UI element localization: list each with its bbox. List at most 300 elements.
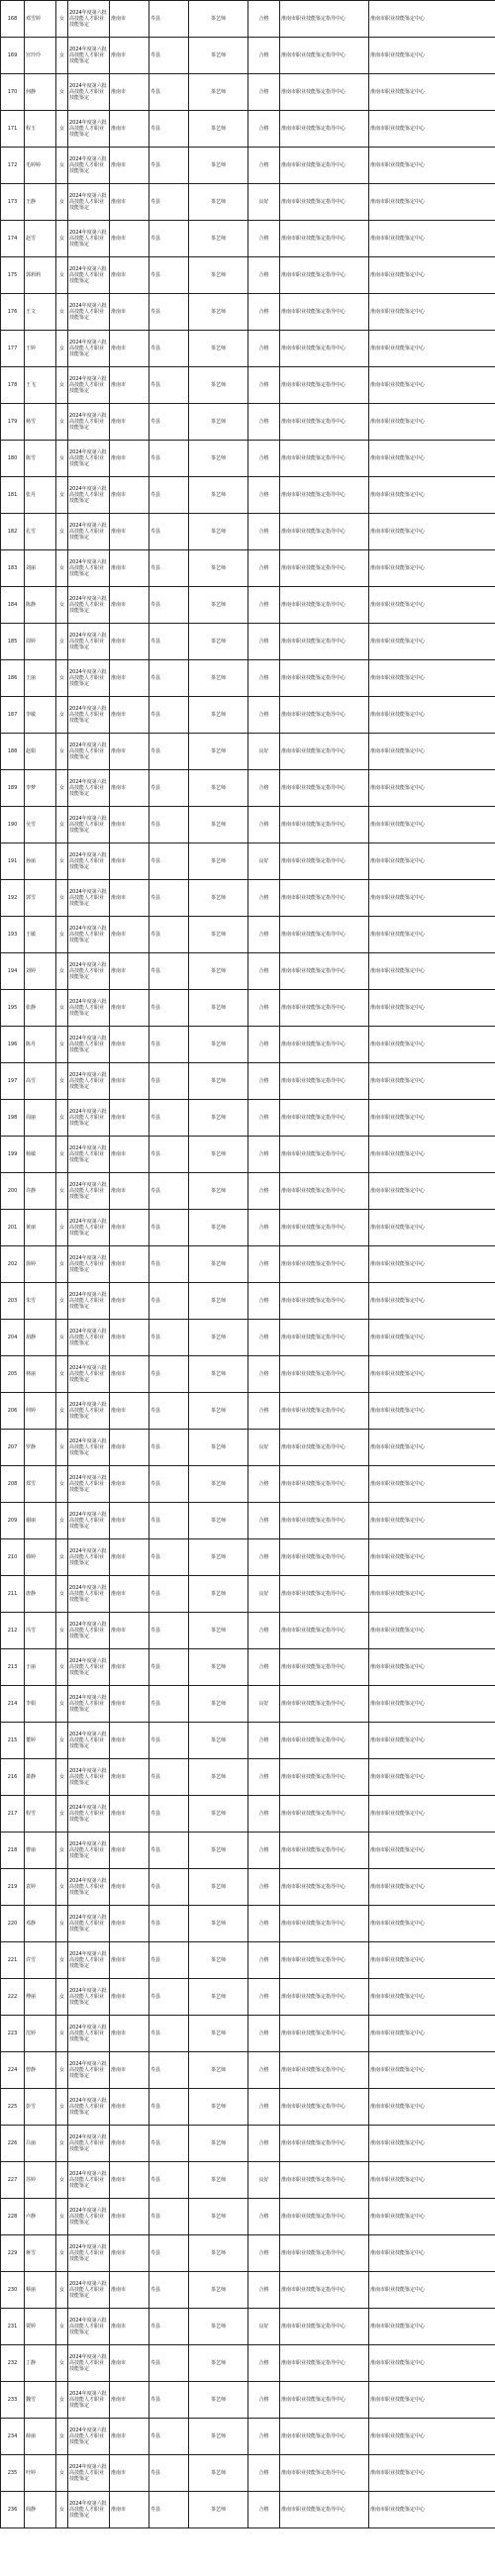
guidance-center-cell: 淮南市职业技能鉴定指导中心 [280,990,369,1027]
gender-cell: 女 [56,367,68,404]
row-number-cell: 197 [1,1063,25,1100]
result-cell: 合格 [248,1393,280,1430]
result-cell: 合格 [248,441,280,477]
city-cell: 淮南市 [110,1246,149,1283]
occupation-cell: 茶艺师 [189,1869,248,1906]
result-cell: 合格 [248,1137,280,1173]
county-cell: 寿县 [149,660,189,697]
gender-cell: 女 [56,2382,68,2419]
occupation-cell: 茶艺师 [189,2052,248,2089]
row-number-cell: 181 [1,477,25,514]
batch-cell: 2024年度第六批高技能人才职业技能鉴定 [68,1430,110,1466]
batch-cell: 2024年度第六批高技能人才职业技能鉴定 [68,221,110,257]
gender-cell: 女 [56,807,68,843]
appraisal-center-cell: 淮南市职业技能鉴定中心 [369,843,495,880]
row-number-cell: 204 [1,1320,25,1356]
guidance-center-cell: 淮南市职业技能鉴定指导中心 [280,880,369,917]
result-cell: 合格 [248,660,280,697]
city-cell: 淮南市 [110,1576,149,1613]
gender-cell: 女 [56,74,68,111]
appraisal-center-cell: 淮南市职业技能鉴定中心 [369,38,495,74]
gender-cell: 女 [56,1576,68,1613]
appraisal-center-cell: 淮南市职业技能鉴定中心 [369,441,495,477]
table-row [1,1137,495,1173]
occupation-cell: 茶艺师 [189,1027,248,1063]
occupation-cell: 茶艺师 [189,111,248,148]
batch-cell: 2024年度第六批高技能人才职业技能鉴定 [68,1466,110,1503]
county-cell: 寿县 [149,2016,189,2052]
city-cell: 淮南市 [110,257,149,294]
occupation-cell: 茶艺师 [189,221,248,257]
name-cell: 郭莉莉 [25,257,56,294]
guidance-center-cell: 淮南市职业技能鉴定指导中心 [280,2162,369,2199]
appraisal-center-cell: 淮南市职业技能鉴定中心 [369,1869,495,1906]
guidance-center-cell: 淮南市职业技能鉴定指导中心 [280,1430,369,1466]
row-number-cell: 234 [1,2419,25,2455]
batch-cell: 2024年度第六批高技能人才职业技能鉴定 [68,441,110,477]
row-number-cell: 189 [1,770,25,807]
name-cell: 吕丽 [25,2126,56,2162]
table-row [1,1466,495,1503]
occupation-cell: 茶艺师 [189,1613,248,1649]
guidance-center-cell: 淮南市职业技能鉴定指导中心 [280,1466,369,1503]
appraisal-center-cell: 淮南市职业技能鉴定中心 [369,550,495,587]
batch-cell: 2024年度第六批高技能人才职业技能鉴定 [68,697,110,734]
occupation-cell: 茶艺师 [189,148,248,184]
guidance-center-cell: 淮南市职业技能鉴定指导中心 [280,2455,369,2492]
batch-cell: 2024年度第六批高技能人才职业技能鉴定 [68,2455,110,2492]
batch-cell: 2024年度第六批高技能人才职业技能鉴定 [68,1,110,38]
table-row [1,1796,495,1833]
table-row [1,2235,495,2272]
county-cell: 寿县 [149,1723,189,1759]
occupation-cell: 茶艺师 [189,917,248,953]
batch-cell: 2024年度第六批高技能人才职业技能鉴定 [68,1613,110,1649]
result-cell: 合格 [248,917,280,953]
row-number-cell: 206 [1,1393,25,1430]
guidance-center-cell: 淮南市职业技能鉴定指导中心 [280,1686,369,1723]
occupation-cell: 茶艺师 [189,807,248,843]
gender-cell: 女 [56,441,68,477]
batch-cell: 2024年度第六批高技能人才职业技能鉴定 [68,2309,110,2345]
table-row [1,221,495,257]
table-row [1,2309,495,2345]
gender-cell: 女 [56,1356,68,1393]
guidance-center-cell: 淮南市职业技能鉴定指导中心 [280,257,369,294]
result-cell: 合格 [248,880,280,917]
appraisal-center-cell: 淮南市职业技能鉴定中心 [369,74,495,111]
occupation-cell: 茶艺师 [189,1759,248,1796]
appraisal-center-cell: 淮南市职业技能鉴定中心 [369,1466,495,1503]
appraisal-center-cell: 淮南市职业技能鉴定中心 [369,1613,495,1649]
occupation-cell: 茶艺师 [189,1723,248,1759]
appraisal-center-cell: 淮南市职业技能鉴定中心 [369,1759,495,1796]
appraisal-center-cell: 淮南市职业技能鉴定中心 [369,1430,495,1466]
guidance-center-cell: 淮南市职业技能鉴定指导中心 [280,294,369,331]
name-cell: 陈丹 [25,1027,56,1063]
county-cell: 寿县 [149,294,189,331]
guidance-center-cell: 淮南市职业技能鉴定指导中心 [280,770,369,807]
gender-cell: 女 [56,2016,68,2052]
row-number-cell: 210 [1,1539,25,1576]
batch-cell: 2024年度第六批高技能人才职业技能鉴定 [68,184,110,221]
appraisal-center-cell: 淮南市职业技能鉴定中心 [369,1723,495,1759]
city-cell: 淮南市 [110,148,149,184]
batch-cell: 2024年度第六批高技能人才职业技能鉴定 [68,1942,110,1979]
name-cell: 罗静 [25,1430,56,1466]
guidance-center-cell: 淮南市职业技能鉴定指导中心 [280,1246,369,1283]
name-cell: 王文 [25,294,56,331]
row-number-cell: 230 [1,2272,25,2309]
result-cell: 合格 [248,1833,280,1869]
city-cell: 淮南市 [110,697,149,734]
table-row [1,1393,495,1430]
occupation-cell: 茶艺师 [189,257,248,294]
name-cell: 毛婷婷 [25,148,56,184]
batch-cell: 2024年度第六批高技能人才职业技能鉴定 [68,1503,110,1539]
row-number-cell: 222 [1,1979,25,2016]
county-cell: 寿县 [149,1320,189,1356]
occupation-cell: 茶艺师 [189,2199,248,2235]
guidance-center-cell: 淮南市职业技能鉴定指导中心 [280,2345,369,2382]
row-number-cell: 179 [1,404,25,441]
county-cell: 寿县 [149,1906,189,1942]
result-cell: 良好 [248,1686,280,1723]
name-cell: 刘丽 [25,550,56,587]
county-cell: 寿县 [149,807,189,843]
city-cell: 淮南市 [110,2089,149,2126]
city-cell: 淮南市 [110,2419,149,2455]
table-row [1,587,495,624]
guidance-center-cell: 淮南市职业技能鉴定指导中心 [280,441,369,477]
occupation-cell: 茶艺师 [189,2272,248,2309]
name-cell: 赵雪 [25,221,56,257]
gender-cell: 女 [56,1906,68,1942]
occupation-cell: 茶艺师 [189,1430,248,1466]
city-cell: 淮南市 [110,184,149,221]
table-row [1,1356,495,1393]
name-cell: 冯雪 [25,1613,56,1649]
gender-cell: 女 [56,257,68,294]
city-cell: 淮南市 [110,1,149,38]
county-cell: 寿县 [149,2126,189,2162]
table-row [1,1723,495,1759]
result-cell: 合格 [248,1979,280,2016]
name-cell: 董婷 [25,1723,56,1759]
result-cell: 合格 [248,1942,280,1979]
result-cell: 合格 [248,2052,280,2089]
appraisal-center-cell: 淮南市职业技能鉴定中心 [369,221,495,257]
name-cell: 程玉 [25,111,56,148]
row-number-cell: 199 [1,1137,25,1173]
table-row [1,770,495,807]
appraisal-center-cell: 淮南市职业技能鉴定中心 [369,1942,495,1979]
occupation-cell: 茶艺师 [189,843,248,880]
name-cell: 王婷 [25,331,56,367]
row-number-cell: 220 [1,1906,25,1942]
batch-cell: 2024年度第六批高技能人才职业技能鉴定 [68,331,110,367]
county-cell: 寿县 [149,1539,189,1576]
appraisal-center-cell: 淮南市职业技能鉴定中心 [369,1063,495,1100]
occupation-cell: 茶艺师 [189,1246,248,1283]
appraisal-center-cell: 淮南市职业技能鉴定中心 [369,1503,495,1539]
table-row [1,807,495,843]
guidance-center-cell: 淮南市职业技能鉴定指导中心 [280,1576,369,1613]
row-number-cell: 203 [1,1283,25,1320]
guidance-center-cell: 淮南市职业技能鉴定指导中心 [280,1137,369,1173]
result-cell: 合格 [248,1613,280,1649]
gender-cell: 女 [56,111,68,148]
county-cell: 寿县 [149,880,189,917]
result-cell: 合格 [248,807,280,843]
batch-cell: 2024年度第六批高技能人才职业技能鉴定 [68,1649,110,1686]
row-number-cell: 233 [1,2382,25,2419]
occupation-cell: 茶艺师 [189,1906,248,1942]
table-row [1,550,495,587]
occupation-cell: 茶艺师 [189,441,248,477]
name-cell: 郑雪 [25,1466,56,1503]
table-row [1,38,495,74]
result-cell: 合格 [248,1906,280,1942]
table-row [1,734,495,770]
occupation-cell: 茶艺师 [189,2162,248,2199]
appraisal-center-cell: 淮南市职业技能鉴定中心 [369,624,495,660]
occupation-cell: 茶艺师 [189,2345,248,2382]
batch-cell: 2024年度第六批高技能人才职业技能鉴定 [68,1283,110,1320]
name-cell: 叶婷 [25,2455,56,2492]
appraisal-center-cell: 淮南市职业技能鉴定中心 [369,331,495,367]
gender-cell: 女 [56,2052,68,2089]
gender-cell: 女 [56,1430,68,1466]
name-cell: 邓雪婷 [25,1,56,38]
city-cell: 淮南市 [110,1210,149,1246]
county-cell: 寿县 [149,1100,189,1137]
result-cell: 良好 [248,2309,280,2345]
gender-cell: 女 [56,331,68,367]
guidance-center-cell: 淮南市职业技能鉴定指导中心 [280,514,369,550]
row-number-cell: 221 [1,1942,25,1979]
row-number-cell: 186 [1,660,25,697]
table-row [1,1283,495,1320]
row-number-cell: 219 [1,1869,25,1906]
guidance-center-cell: 淮南市职业技能鉴定指导中心 [280,2235,369,2272]
county-cell: 寿县 [149,734,189,770]
county-cell: 寿县 [149,1503,189,1539]
name-cell: 孙丽 [25,843,56,880]
table-row [1,1246,495,1283]
gender-cell: 女 [56,2492,68,2528]
name-cell: 周婷 [25,624,56,660]
county-cell: 寿县 [149,1796,189,1833]
occupation-cell: 茶艺师 [189,38,248,74]
batch-cell: 2024年度第六批高技能人才职业技能鉴定 [68,38,110,74]
result-cell: 合格 [248,770,280,807]
name-cell: 赵娟 [25,734,56,770]
guidance-center-cell: 淮南市职业技能鉴定指导中心 [280,1503,369,1539]
batch-cell: 2024年度第六批高技能人才职业技能鉴定 [68,660,110,697]
appraisal-center-cell: 淮南市职业技能鉴定中心 [369,2126,495,2162]
batch-cell: 2024年度第六批高技能人才职业技能鉴定 [68,367,110,404]
batch-cell: 2024年度第六批高技能人才职业技能鉴定 [68,1320,110,1356]
batch-cell: 2024年度第六批高技能人才职业技能鉴定 [68,74,110,111]
batch-cell: 2024年度第六批高技能人才职业技能鉴定 [68,990,110,1027]
county-cell: 寿县 [149,1759,189,1796]
appraisal-center-cell: 淮南市职业技能鉴定中心 [369,367,495,404]
gender-cell: 女 [56,1833,68,1869]
row-number-cell: 202 [1,1246,25,1283]
guidance-center-cell: 淮南市职业技能鉴定指导中心 [280,1100,369,1137]
appraisal-center-cell: 淮南市职业技能鉴定中心 [369,2089,495,2126]
name-cell: 丁静 [25,2345,56,2382]
county-cell: 寿县 [149,2162,189,2199]
name-cell: 李娟 [25,1686,56,1723]
city-cell: 淮南市 [110,111,149,148]
appraisal-center-cell: 淮南市职业技能鉴定中心 [369,1979,495,2016]
city-cell: 淮南市 [110,1869,149,1906]
city-cell: 淮南市 [110,1833,149,1869]
result-cell: 合格 [248,550,280,587]
gender-cell: 女 [56,184,68,221]
guidance-center-cell: 淮南市职业技能鉴定指导中心 [280,624,369,660]
table-row [1,2455,495,2492]
name-cell: 曾静 [25,2052,56,2089]
appraisal-center-cell: 淮南市职业技能鉴定中心 [369,880,495,917]
table-row [1,1063,495,1100]
batch-cell: 2024年度第六批高技能人才职业技能鉴定 [68,1100,110,1137]
occupation-cell: 茶艺师 [189,1979,248,2016]
appraisal-center-cell: 淮南市职业技能鉴定中心 [369,697,495,734]
occupation-cell: 茶艺师 [189,367,248,404]
name-cell: 沈婷 [25,2016,56,2052]
table-row [1,184,495,221]
county-cell: 寿县 [149,1979,189,2016]
batch-cell: 2024年度第六批高技能人才职业技能鉴定 [68,2419,110,2455]
county-cell: 寿县 [149,2382,189,2419]
occupation-cell: 茶艺师 [189,294,248,331]
county-cell: 寿县 [149,257,189,294]
batch-cell: 2024年度第六批高技能人才职业技能鉴定 [68,477,110,514]
result-cell: 合格 [248,2419,280,2455]
result-cell: 良好 [248,1576,280,1613]
city-cell: 淮南市 [110,2052,149,2089]
row-number-cell: 231 [1,2309,25,2345]
result-cell: 合格 [248,1796,280,1833]
result-cell: 良好 [248,1430,280,1466]
result-cell: 合格 [248,1063,280,1100]
guidance-center-cell: 淮南市职业技能鉴定指导中心 [280,38,369,74]
appraisal-center-cell: 淮南市职业技能鉴定中心 [369,257,495,294]
occupation-cell: 茶艺师 [189,880,248,917]
name-cell: 何静 [25,74,56,111]
county-cell: 寿县 [149,1173,189,1210]
batch-cell: 2024年度第六批高技能人才职业技能鉴定 [68,2345,110,2382]
city-cell: 淮南市 [110,331,149,367]
appraisal-center-cell: 淮南市职业技能鉴定中心 [369,1210,495,1246]
appraisal-center-cell: 淮南市职业技能鉴定中心 [369,1576,495,1613]
result-cell: 合格 [248,74,280,111]
result-cell: 合格 [248,2199,280,2235]
row-number-cell: 192 [1,880,25,917]
row-number-cell: 187 [1,697,25,734]
city-cell: 淮南市 [110,2309,149,2345]
county-cell: 寿县 [149,1942,189,1979]
name-cell: 李梦 [25,770,56,807]
row-number-cell: 175 [1,257,25,294]
gender-cell: 女 [56,1320,68,1356]
gender-cell: 女 [56,2089,68,2126]
batch-cell: 2024年度第六批高技能人才职业技能鉴定 [68,2235,110,2272]
city-cell: 淮南市 [110,1027,149,1063]
batch-cell: 2024年度第六批高技能人才职业技能鉴定 [68,1539,110,1576]
guidance-center-cell: 淮南市职业技能鉴定指导中心 [280,2492,369,2528]
row-number-cell: 235 [1,2455,25,2492]
county-cell: 寿县 [149,1430,189,1466]
city-cell: 淮南市 [110,441,149,477]
batch-cell: 2024年度第六批高技能人才职业技能鉴定 [68,1906,110,1942]
appraisal-center-cell: 淮南市职业技能鉴定中心 [369,807,495,843]
city-cell: 淮南市 [110,1283,149,1320]
row-number-cell: 185 [1,624,25,660]
gender-cell: 女 [56,1686,68,1723]
gender-cell: 女 [56,2272,68,2309]
city-cell: 淮南市 [110,2492,149,2528]
gender-cell: 女 [56,624,68,660]
row-number-cell: 205 [1,1356,25,1393]
table-row [1,1100,495,1137]
row-number-cell: 218 [1,1833,25,1869]
county-cell: 寿县 [149,2272,189,2309]
row-number-cell: 198 [1,1100,25,1137]
guidance-center-cell: 淮南市职业技能鉴定指导中心 [280,917,369,953]
row-number-cell: 177 [1,331,25,367]
occupation-cell: 茶艺师 [189,1356,248,1393]
table-row [1,2345,495,2382]
county-cell: 寿县 [149,1027,189,1063]
occupation-cell: 茶艺师 [189,697,248,734]
city-cell: 淮南市 [110,1979,149,2016]
name-cell: 宫玲玲 [25,38,56,74]
table-row [1,1173,495,1210]
gender-cell: 女 [56,221,68,257]
occupation-cell: 茶艺师 [189,2455,248,2492]
gender-cell: 女 [56,917,68,953]
guidance-center-cell: 淮南市职业技能鉴定指导中心 [280,1356,369,1393]
table-row [1,2162,495,2199]
batch-cell: 2024年度第六批高技能人才职业技能鉴定 [68,1173,110,1210]
city-cell: 淮南市 [110,1320,149,1356]
city-cell: 淮南市 [110,1686,149,1723]
county-cell: 寿县 [149,770,189,807]
gender-cell: 女 [56,1723,68,1759]
row-number-cell: 184 [1,587,25,624]
gender-cell: 女 [56,550,68,587]
name-cell: 于丽 [25,1649,56,1686]
city-cell: 淮南市 [110,587,149,624]
row-number-cell: 228 [1,2199,25,2235]
row-number-cell: 200 [1,1173,25,1210]
name-cell: 杨敏 [25,1137,56,1173]
city-cell: 淮南市 [110,1759,149,1796]
occupation-cell: 茶艺师 [189,770,248,807]
name-cell: 朱雪 [25,1283,56,1320]
appraisal-center-cell: 淮南市职业技能鉴定中心 [369,2419,495,2455]
guidance-center-cell: 淮南市职业技能鉴定指导中心 [280,1320,369,1356]
gender-cell: 女 [56,1869,68,1906]
guidance-center-cell: 淮南市职业技能鉴定指导中心 [280,550,369,587]
county-cell: 寿县 [149,2052,189,2089]
table-row [1,477,495,514]
result-cell: 合格 [248,587,280,624]
